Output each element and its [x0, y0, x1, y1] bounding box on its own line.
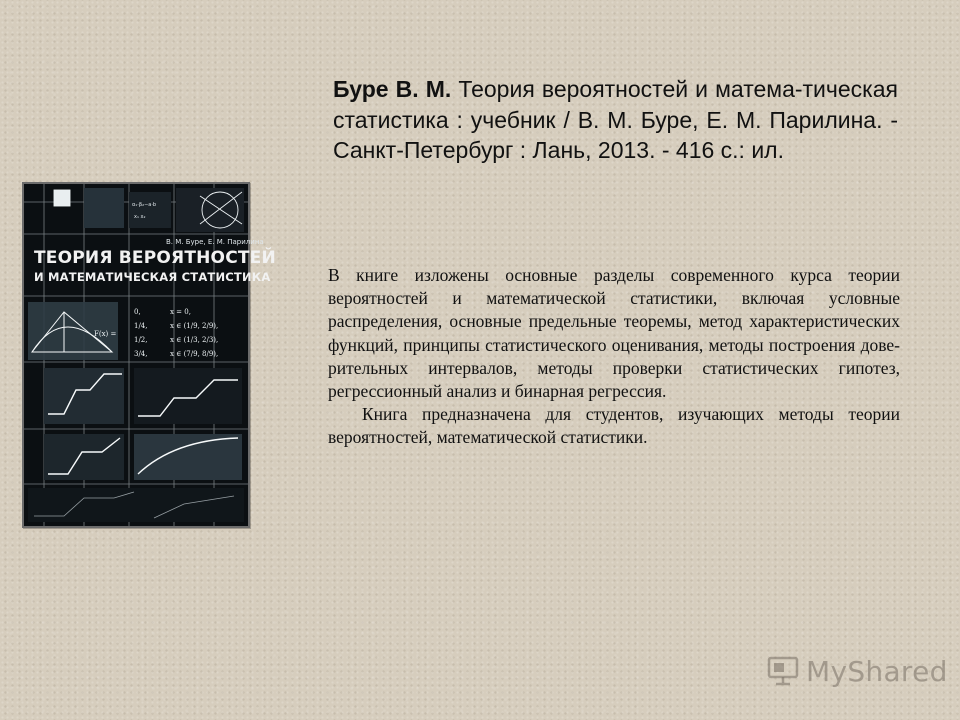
citation-author: Буре В. М. — [333, 76, 452, 102]
svg-text:x ∈ (7/9, 8/9),: x ∈ (7/9, 8/9), — [170, 350, 219, 358]
svg-text:1/4,: 1/4, — [134, 322, 148, 330]
description-paragraph: В книге изложены основные разделы современного курса теории вероятностей и математической статистики, включая условные распределения, основные предельные теоремы, метод характеристических функций, принципы статистического оценивания, методы построения дове-рительных интервалов, методы проверки статистических гипотез, регрессионный анализ и бинарная регрессия. — [328, 265, 900, 402]
svg-text:x = 0,: x = 0, — [170, 308, 191, 316]
citation-text: Теория вероятностей и матема-тическая статистика : учебник / В. М. Буре, Е. М. Парилина. - Санкт-Петербург : Лань, 2013. - 416 с.: ил. — [333, 76, 898, 163]
cover-title-line1: ТЕОРИЯ ВЕРОЯТНОСТЕЙ — [34, 248, 276, 268]
svg-text:x ∈ (1/9, 2/9),: x ∈ (1/9, 2/9), — [170, 322, 219, 330]
svg-text:3/4,: 3/4, — [134, 350, 148, 358]
watermark-text: MyShared — [806, 654, 948, 688]
svg-text:0,: 0, — [134, 308, 141, 316]
book-description — [328, 264, 900, 450]
svg-text:α₁·β₂−a·b: α₁·β₂−a·b — [132, 202, 157, 208]
cover-title — [34, 248, 276, 284]
book-cover-image — [22, 182, 276, 528]
svg-text:x₁ x₂: x₁ x₂ — [134, 214, 146, 220]
presentation-icon — [766, 654, 800, 688]
svg-text:F(x) =: F(x) = — [94, 330, 117, 338]
watermark-logo — [766, 651, 948, 691]
description-paragraph: Книга предназначена для студентов, изучающих методы теории вероятностей, математической статистики. — [328, 404, 900, 448]
svg-text:1/2,: 1/2, — [134, 336, 148, 344]
book-citation — [333, 74, 898, 166]
cover-graphics — [24, 184, 276, 526]
cover-title-line2: И МАТЕМАТИЧЕСКАЯ СТАТИСТИКА — [34, 269, 271, 284]
svg-text:x ∈ (1/3, 2/3),: x ∈ (1/3, 2/3), — [170, 336, 219, 344]
cover-authors: В. М. Буре, Е. М. Парилина — [166, 238, 264, 246]
